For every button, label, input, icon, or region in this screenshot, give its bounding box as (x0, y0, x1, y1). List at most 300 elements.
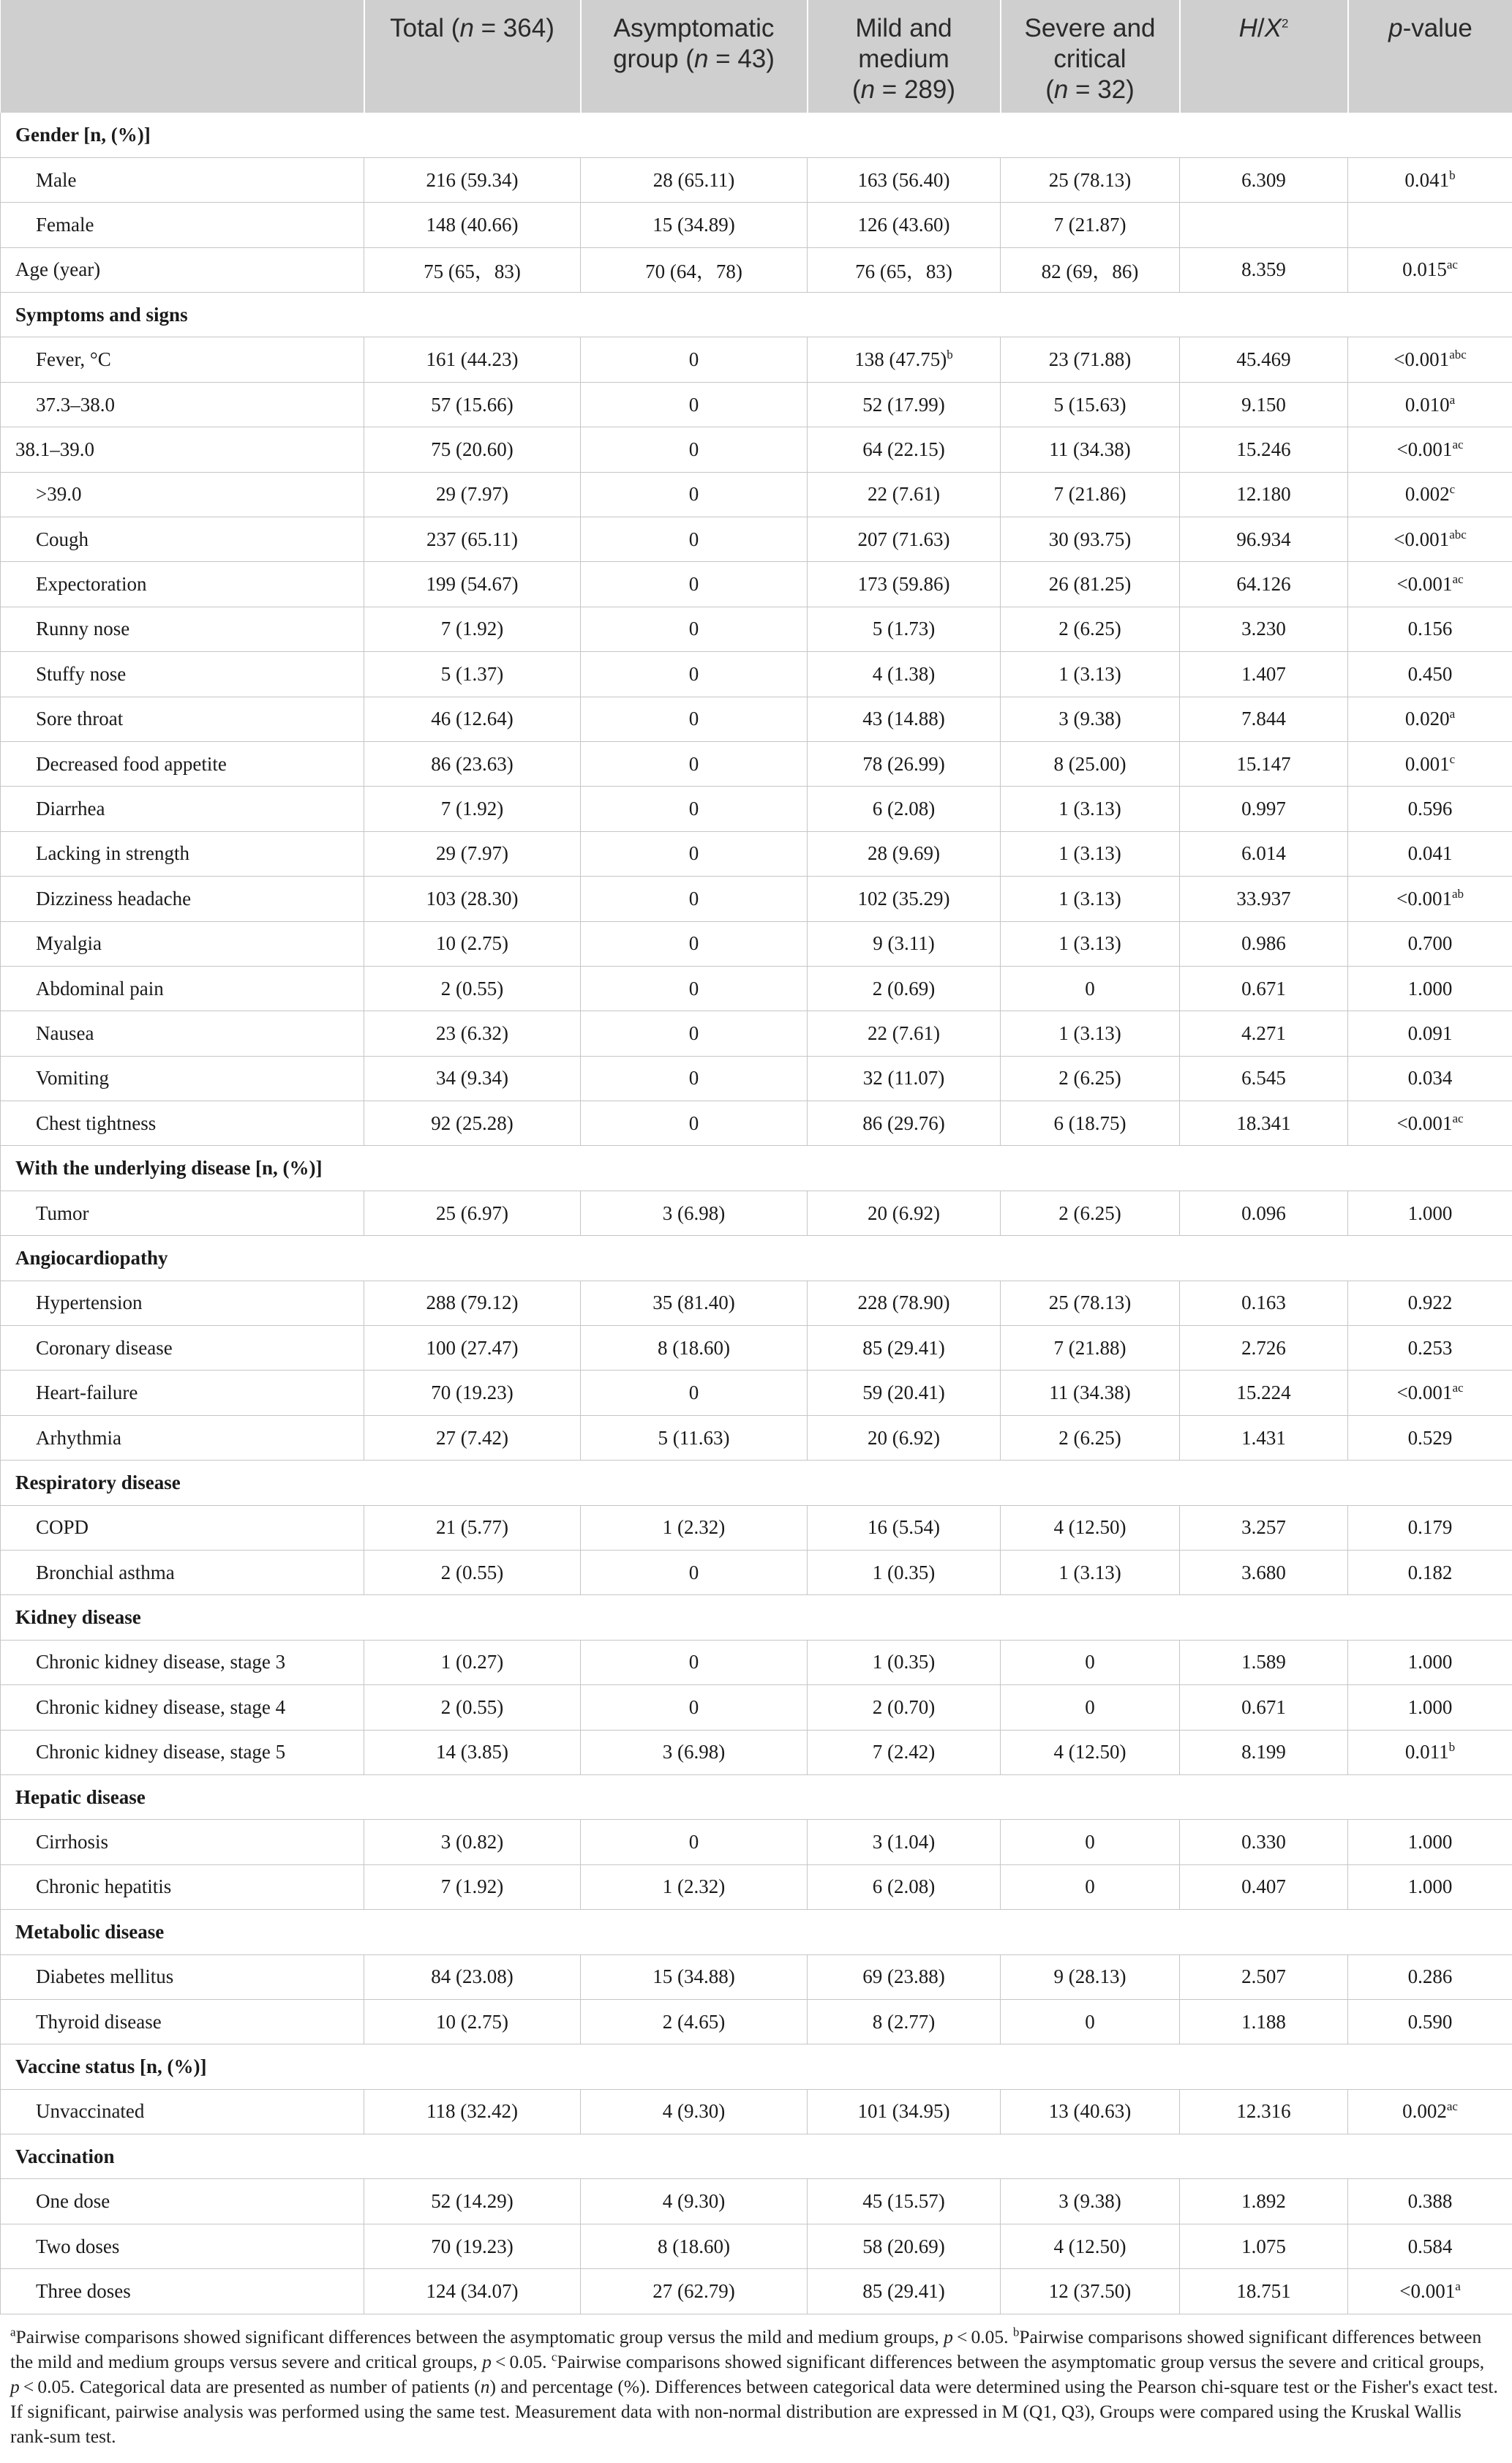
severe-cell-text: 1 (3.13) (1058, 842, 1121, 865)
asymptomatic-cell (581, 157, 808, 202)
asymptomatic-cell-text: 0 (688, 1651, 699, 1673)
statistic-cell (1180, 1056, 1348, 1101)
severe-cell (1001, 1371, 1180, 1415)
statistic-cell-text: 2.726 (1241, 1336, 1286, 1359)
asymptomatic-cell (581, 877, 808, 921)
asymptomatic-cell (581, 1505, 808, 1550)
total-cell (364, 337, 581, 382)
statistic-cell (1180, 1415, 1348, 1460)
severe-cell (1001, 1415, 1180, 1460)
severe-cell (1001, 1685, 1180, 1730)
statistic-cell (1180, 1191, 1348, 1235)
total-cell (364, 1281, 581, 1325)
total-cell-text: 84 (23.08) (431, 1965, 514, 1988)
statistic-cell-text: 1.589 (1241, 1651, 1286, 1673)
row-label-text: Chronic kidney disease, stage 4 (36, 1695, 286, 1718)
severe-cell (1001, 1191, 1180, 1235)
total-cell (364, 1191, 581, 1235)
row-label-text: COPD (36, 1516, 89, 1539)
pvalue-cell-text: 1.000 (1407, 1875, 1453, 1898)
severe-cell (1001, 562, 1180, 607)
mild-cell-text: 102 (35.29) (857, 887, 950, 910)
pvalue-cell-text: 0.922 (1407, 1292, 1453, 1314)
total-cell-text: 29 (7.97) (436, 842, 508, 865)
table-row (1, 1326, 1512, 1371)
pvalue-cell-text: 0.182 (1407, 1561, 1453, 1583)
footnote-marker: ac (1446, 2099, 1458, 2114)
total-cell (364, 472, 581, 517)
pvalue-cell-text: <0.001 (1396, 887, 1452, 910)
pvalue-cell (1348, 652, 1512, 697)
severe-cell-text: 1 (3.13) (1058, 887, 1121, 910)
severe-cell (1001, 1954, 1180, 1999)
row-label-text: Dizziness headache (36, 887, 192, 910)
mild-cell-text: 28 (9.69) (868, 842, 940, 865)
severe-cell-text: 82 (69，86) (1041, 260, 1139, 283)
table-row (1, 562, 1512, 607)
row-label (1, 517, 364, 562)
pvalue-cell (1348, 877, 1512, 921)
severe-cell-text: 7 (21.88) (1053, 1336, 1127, 1359)
severe-cell (1001, 1999, 1180, 2044)
asymptomatic-cell (581, 247, 808, 292)
mild-cell (808, 427, 1001, 472)
mild-cell-text: 76 (65，83) (855, 260, 952, 283)
mild-cell-text: 5 (1.73) (872, 618, 936, 640)
section-header-row (1, 1595, 1512, 1640)
total-cell-text: 21 (5.77) (436, 1516, 508, 1539)
asymptomatic-cell-text: 0 (688, 887, 699, 910)
mild-cell (808, 337, 1001, 382)
section-header-row (1, 1774, 1512, 1819)
mild-cell-text: 101 (34.95) (857, 2100, 950, 2123)
total-cell (364, 1954, 581, 1999)
row-label (1, 562, 364, 607)
asymptomatic-cell (581, 1685, 808, 1730)
severe-cell (1001, 203, 1180, 247)
statistic-cell-text: 6.545 (1241, 1067, 1286, 1090)
mild-cell (808, 1281, 1001, 1325)
pvalue-cell-text: 0.179 (1407, 1516, 1453, 1539)
header-statistic: $H/X^2$ (1180, 0, 1348, 113)
row-label (1, 2089, 364, 2134)
total-cell-text: 3 (0.82) (440, 1831, 504, 1853)
statistic-cell (1180, 921, 1348, 966)
total-cell-text: 46 (12.64) (431, 708, 514, 730)
mild-cell (808, 1505, 1001, 1550)
table-row (1, 741, 1512, 786)
asymptomatic-cell-text: 0 (688, 483, 699, 506)
section-header: With the underlying disease [n, (%)] (1, 1146, 1512, 1191)
statistic-cell (1180, 1864, 1348, 1909)
total-cell-text: 27 (7.42) (436, 1426, 508, 1449)
total-cell-text: 103 (28.30) (426, 887, 519, 910)
pvalue-cell-text: 0.041 (1407, 842, 1453, 865)
statistic-cell-text: 0.997 (1241, 798, 1286, 820)
severe-cell-text: 30 (93.75) (1048, 528, 1132, 550)
table-row (1, 2224, 1512, 2268)
asymptomatic-cell (581, 517, 808, 562)
asymptomatic-cell (581, 831, 808, 876)
pvalue-cell-text: 0.596 (1407, 798, 1453, 820)
header-severe: Severe and critical (n = 32) (1001, 0, 1180, 113)
total-cell (364, 607, 581, 651)
row-label-text: Bronchial asthma (36, 1561, 175, 1583)
row-label-text: Cirrhosis (36, 1831, 109, 1853)
asymptomatic-cell-text: 0 (688, 1111, 699, 1134)
mild-cell-text: 207 (71.63) (857, 528, 950, 550)
statistic-cell-text: 45.469 (1236, 348, 1291, 371)
row-label (1, 1864, 364, 1909)
asymptomatic-cell-text: 0 (688, 528, 699, 550)
statistic-cell-text: 1.892 (1241, 2190, 1286, 2213)
total-cell (364, 877, 581, 921)
statistic-cell-text: 15.224 (1236, 1382, 1291, 1404)
total-cell (364, 787, 581, 831)
row-label (1, 1999, 364, 2044)
total-cell (364, 562, 581, 607)
header-pvalue: p-value (1348, 0, 1512, 113)
pvalue-cell-text: <0.001 (1396, 1111, 1453, 1134)
severe-cell-text: 12 (37.50) (1048, 2279, 1132, 2302)
pvalue-cell-text: 1.000 (1407, 1201, 1453, 1224)
statistic-cell-text: 15.147 (1236, 752, 1291, 775)
row-label (1, 831, 364, 876)
row-label (1, 2224, 364, 2268)
statistic-cell (1180, 787, 1348, 831)
severe-cell (1001, 337, 1180, 382)
total-cell-text: 7 (1.92) (440, 1875, 504, 1898)
pvalue-cell-text: 0.286 (1407, 1965, 1453, 1988)
pvalue-cell (1348, 1730, 1512, 1774)
row-label-text: Thyroid disease (36, 2010, 162, 2033)
mild-cell (808, 1191, 1001, 1235)
asymptomatic-cell (581, 203, 808, 247)
table-row (1, 787, 1512, 831)
mild-cell (808, 472, 1001, 517)
severe-cell (1001, 1864, 1180, 1909)
total-cell-text: 92 (25.28) (431, 1111, 514, 1134)
table-row (1, 2179, 1512, 2224)
severe-cell-text: 5 (15.63) (1053, 393, 1127, 416)
pvalue-cell-text: 0.590 (1407, 2010, 1453, 2033)
statistic-cell-text: 64.126 (1236, 573, 1291, 596)
statistic-cell (1180, 517, 1348, 562)
mild-cell-text: 64 (22.15) (862, 438, 945, 460)
total-cell (364, 2224, 581, 2268)
footnote-marker: a (1455, 2279, 1461, 2293)
mild-cell-text: 173 (59.86) (857, 573, 950, 596)
table-row (1, 966, 1512, 1011)
section-header-row (1, 2134, 1512, 2179)
statistic-cell (1180, 697, 1348, 741)
asymptomatic-cell-text: 35 (81.40) (652, 1292, 735, 1314)
pvalue-cell-text: <0.001 (1396, 1382, 1453, 1404)
asymptomatic-cell-text: 0 (688, 438, 699, 460)
row-label (1, 1371, 364, 1415)
mild-cell (808, 247, 1001, 292)
pvalue-cell (1348, 831, 1512, 876)
mild-cell (808, 382, 1001, 427)
footnote-marker: ac (1452, 437, 1464, 451)
severe-cell-text: 7 (21.86) (1053, 483, 1127, 506)
asymptomatic-cell-text: 15 (34.88) (652, 1965, 735, 1988)
asymptomatic-cell-text: 3 (6.98) (662, 1201, 726, 1224)
row-label-text: Diabetes mellitus (36, 1965, 174, 1988)
row-label-text: Unvaccinated (36, 2100, 145, 2123)
table-row (1, 1999, 1512, 2044)
total-cell (364, 831, 581, 876)
mild-cell (808, 787, 1001, 831)
total-cell-text: 118 (32.42) (426, 2100, 518, 2123)
asymptomatic-cell-text: 0 (688, 573, 699, 596)
total-cell (364, 1326, 581, 1371)
pvalue-cell (1348, 1864, 1512, 1909)
table-row (1, 1954, 1512, 1999)
pvalue-cell-text: 1.000 (1407, 1651, 1453, 1673)
section-header: Hepatic disease (1, 1774, 1512, 1819)
total-cell-text: 199 (54.67) (426, 573, 519, 596)
statistic-cell (1180, 1730, 1348, 1774)
severe-cell (1001, 1820, 1180, 1864)
mild-cell-text: 59 (20.41) (862, 1382, 945, 1404)
pvalue-cell (1348, 517, 1512, 562)
severe-cell (1001, 1056, 1180, 1101)
pvalue-cell (1348, 1820, 1512, 1864)
severe-cell (1001, 2224, 1180, 2268)
table-row (1, 1864, 1512, 1909)
row-label (1, 1820, 364, 1864)
asymptomatic-cell (581, 652, 808, 697)
pvalue-cell-text: 1.000 (1407, 1831, 1453, 1853)
statistic-cell-text: 8.359 (1241, 258, 1286, 281)
row-label (1, 2179, 364, 2224)
asymptomatic-cell (581, 1101, 808, 1146)
severe-cell (1001, 517, 1180, 562)
mild-cell-text: 58 (20.69) (862, 2235, 945, 2257)
row-label (1, 741, 364, 786)
footnote-marker: ac (1452, 572, 1464, 587)
table-footnote: $^a$Pairwise comparisons showed significant differences between the asymptomatic group versus the mild and medium groups, p < 0.05. $^b$Pairwise comparisons showed significant differences between the mild and medium groups versus severe and critical groups, p < 0.05. $^c$Pairwise comparisons showed significant differences between the asymptomatic group versus the severe and critical groups, p < 0.05. Categorical data are presented as number of patients (n) and percentage (%). Differences between categorical data were determined using the Pearson chi-square test or the Fisher's exact test. If significant, pairwise analysis was performed using the same test. Measurement data with non-normal distribution are expressed in M (Q1, Q3), Groups were compared using the Kruskal Wallis rank-sum test. (10, 2325, 1498, 2447)
asymptomatic-cell (581, 427, 808, 472)
asymptomatic-cell-text: 0 (688, 1831, 699, 1853)
table-body (1, 113, 1512, 2314)
row-label (1, 1685, 364, 1730)
asymptomatic-cell-text: 0 (688, 752, 699, 775)
total-cell (364, 1505, 581, 1550)
row-label-text: Sore throat (36, 708, 124, 730)
row-label-text: Female (36, 213, 94, 236)
row-label-text: Two doses (36, 2235, 120, 2257)
asymptomatic-cell (581, 337, 808, 382)
row-label (1, 652, 364, 697)
table-row (1, 652, 1512, 697)
severe-cell-text: 4 (12.50) (1053, 1741, 1127, 1763)
asymptomatic-cell (581, 1326, 808, 1371)
pvalue-cell (1348, 1685, 1512, 1730)
row-label (1, 1505, 364, 1550)
mild-cell-text: 69 (23.88) (862, 1965, 945, 1988)
pvalue-cell (1348, 203, 1512, 247)
statistic-cell (1180, 1954, 1348, 1999)
asymptomatic-cell-text: 28 (65.11) (652, 168, 735, 191)
asymptomatic-cell-text: 0 (688, 1067, 699, 1090)
mild-cell (808, 517, 1001, 562)
table-row (1, 2089, 1512, 2134)
pvalue-cell (1348, 1505, 1512, 1550)
statistic-cell (1180, 472, 1348, 517)
section-header: Metabolic disease (1, 1910, 1512, 1954)
statistic-cell-text: 1.188 (1241, 2010, 1286, 2033)
asymptomatic-cell (581, 697, 808, 741)
row-label-text: Chest tightness (36, 1111, 157, 1134)
table-row (1, 1415, 1512, 1460)
severe-cell (1001, 1730, 1180, 1774)
asymptomatic-cell (581, 921, 808, 966)
total-cell (364, 517, 581, 562)
pvalue-cell-text: 0.010 (1404, 393, 1450, 416)
statistic-cell-text: 2.507 (1241, 1965, 1286, 1988)
mild-cell (808, 831, 1001, 876)
mild-cell (808, 1999, 1001, 2044)
asymptomatic-cell (581, 1551, 808, 1595)
asymptomatic-cell-text: 0 (688, 393, 699, 416)
total-cell-text: 10 (2.75) (436, 932, 508, 955)
severe-cell-text: 0 (1085, 1651, 1095, 1673)
footnote-marker: ac (1446, 258, 1458, 272)
severe-cell-text: 3 (9.38) (1058, 708, 1121, 730)
row-label-text: Vomiting (36, 1067, 110, 1090)
total-cell-text: 25 (6.97) (436, 1201, 508, 1224)
total-cell-text: 161 (44.23) (426, 348, 519, 371)
table-row (1, 1685, 1512, 1730)
statistic-cell (1180, 2224, 1348, 2268)
statistic-cell (1180, 2179, 1348, 2224)
row-label-text: Myalgia (36, 932, 102, 955)
statistic-cell (1180, 1999, 1348, 2044)
total-cell (364, 921, 581, 966)
mild-cell-text: 3 (1.04) (872, 1831, 936, 1853)
asymptomatic-cell (581, 1191, 808, 1235)
severe-cell-text: 2 (6.25) (1058, 1067, 1121, 1090)
asymptomatic-cell-text: 70 (64，78) (645, 260, 742, 283)
table-row (1, 203, 1512, 247)
table-row (1, 472, 1512, 517)
mild-cell (808, 921, 1001, 966)
total-cell (364, 652, 581, 697)
severe-cell-text: 3 (9.38) (1058, 2190, 1121, 2213)
header-mild: Mild and medium (n = 289) (808, 0, 1001, 113)
total-cell-text: 75 (20.60) (431, 438, 514, 460)
total-cell-text: 2 (0.55) (440, 1695, 504, 1718)
severe-cell (1001, 877, 1180, 921)
statistic-cell-text: 96.934 (1236, 528, 1291, 550)
severe-cell-text: 7 (21.87) (1053, 213, 1127, 236)
mild-cell (808, 2089, 1001, 2134)
row-label-text: Runny nose (36, 618, 130, 640)
pvalue-cell-text: 0.253 (1407, 1336, 1453, 1359)
total-cell (364, 697, 581, 741)
statistic-cell (1180, 1820, 1348, 1864)
statistic-cell (1180, 2269, 1348, 2314)
table-row (1, 1820, 1512, 1864)
statistic-cell-text: 0.671 (1241, 977, 1286, 1000)
statistic-cell (1180, 247, 1348, 292)
mild-cell (808, 1640, 1001, 1684)
mild-cell (808, 1415, 1001, 1460)
row-label-text: Abdominal pain (36, 977, 164, 1000)
mild-cell-text: 6 (2.08) (872, 798, 936, 820)
row-label (1, 337, 364, 382)
asymptomatic-cell-text: 4 (9.30) (662, 2100, 726, 2123)
pvalue-cell-text: 0.091 (1407, 1022, 1453, 1044)
mild-cell-text: 52 (17.99) (862, 393, 945, 416)
section-header: Vaccination (1, 2134, 1512, 2179)
asymptomatic-cell (581, 1954, 808, 1999)
section-header-row (1, 1910, 1512, 1954)
mild-cell-text: 2 (0.69) (872, 977, 936, 1000)
severe-cell-text: 2 (6.25) (1058, 1426, 1121, 1449)
pvalue-cell-text: <0.001 (1396, 573, 1453, 596)
total-cell-text: 14 (3.85) (436, 1741, 508, 1763)
footnote-marker: a (1449, 707, 1456, 721)
mild-cell (808, 697, 1001, 741)
pvalue-cell-text: 0.002 (1404, 483, 1450, 506)
row-label-text: Lacking in strength (36, 842, 189, 865)
asymptomatic-cell-text: 8 (18.60) (658, 1336, 730, 1359)
asymptomatic-cell-text: 0 (688, 708, 699, 730)
statistic-cell (1180, 1640, 1348, 1684)
mild-cell (808, 1371, 1001, 1415)
pvalue-cell-text: <0.001 (1396, 438, 1453, 460)
severe-cell-text: 1 (3.13) (1058, 1561, 1121, 1583)
mild-cell (808, 1011, 1001, 1056)
asymptomatic-cell (581, 1640, 808, 1684)
pvalue-cell (1348, 741, 1512, 786)
row-label (1, 1056, 364, 1101)
total-cell-text: 52 (14.29) (431, 2190, 514, 2213)
mild-cell-text: 22 (7.61) (868, 483, 940, 506)
statistic-cell-text: 0.096 (1241, 1201, 1286, 1224)
mild-cell-text: 8 (2.77) (872, 2010, 936, 2033)
asymptomatic-cell (581, 1371, 808, 1415)
pvalue-cell (1348, 607, 1512, 651)
severe-cell-text: 2 (6.25) (1058, 618, 1121, 640)
pvalue-cell (1348, 1011, 1512, 1056)
footnote-marker: a (1449, 392, 1456, 407)
mild-cell (808, 1551, 1001, 1595)
total-cell-text: 1 (0.27) (440, 1651, 504, 1673)
mild-cell (808, 562, 1001, 607)
statistic-cell-text: 0.407 (1241, 1875, 1286, 1898)
table-row (1, 1640, 1512, 1684)
statistic-cell-text: 0.163 (1241, 1292, 1286, 1314)
severe-cell-text: 25 (78.13) (1048, 168, 1132, 191)
asymptomatic-cell-text: 8 (18.60) (658, 2235, 730, 2257)
total-cell (364, 382, 581, 427)
pvalue-cell-text: 0.001 (1404, 752, 1450, 775)
total-cell-text: 70 (19.23) (431, 2235, 514, 2257)
table-row (1, 1011, 1512, 1056)
row-label (1, 203, 364, 247)
pvalue-cell-text: 1.000 (1407, 1695, 1453, 1718)
severe-cell (1001, 787, 1180, 831)
severe-cell-text: 11 (34.38) (1049, 1382, 1131, 1404)
asymptomatic-cell (581, 382, 808, 427)
statistic-cell (1180, 1551, 1348, 1595)
pvalue-cell (1348, 472, 1512, 517)
statistic-cell-text: 8.199 (1241, 1741, 1286, 1763)
